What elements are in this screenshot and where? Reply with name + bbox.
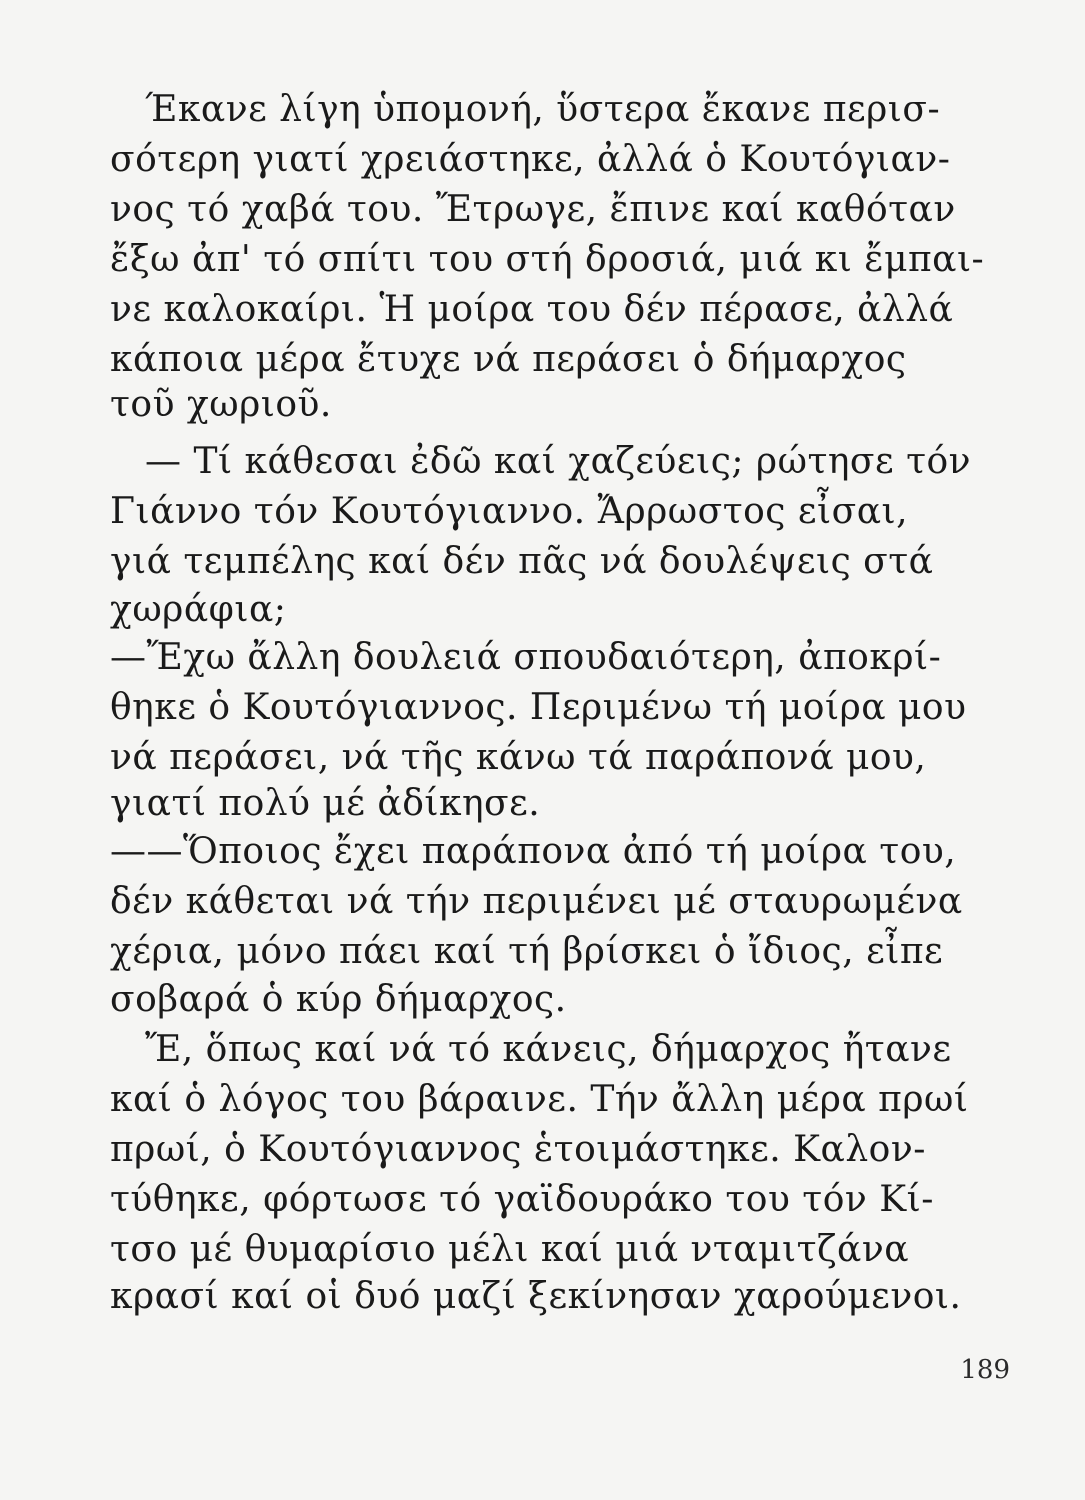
text-line: δέν κάθεται νά τήν περιμένει μέ σταυρωμένα xyxy=(110,881,963,922)
text-line: ——Ὅποιος ἔχει παράπονα ἀπό τή μοίρα του, xyxy=(110,831,957,872)
text-line: ἔξω ἀπ' τό σπίτι του στή δροσιά, μιά κι ἔμπαι- xyxy=(110,239,985,280)
text-line: γιατί πολύ μέ ἀδίκησε. xyxy=(110,783,541,824)
text-line: πρωί, ὁ Κουτόγιαννος ἑτοιμάστηκε. Καλον- xyxy=(110,1129,926,1170)
text-line: τύθηκε, φόρτωσε τό γαϊδουράκο του τόν Κί- xyxy=(110,1179,934,1220)
text-line: — Τί κάθεσαι ἐδῶ καί χαζεύεις; ρώτησε τόν xyxy=(145,441,972,482)
text-line: χωράφια; xyxy=(110,589,287,630)
text-line: σοβαρά ὁ κύρ δήμαρχος. xyxy=(110,979,567,1020)
text-line: σότερη γιατί χρειάστηκε, ἀλλά ὁ Κουτόγιαν- xyxy=(110,139,951,180)
page-number: 189 xyxy=(960,1355,1010,1385)
text-line: νε καλοκαίρι. Ἡ μοίρα του δέν πέρασε, ἀλλά xyxy=(110,289,954,330)
text-line: γιά τεμπέλης καί δέν πᾶς νά δουλέψεις στά xyxy=(110,541,934,582)
text-line: κάποια μέρα ἔτυχε νά περάσει ὁ δήμαρχος xyxy=(110,339,907,380)
text-line: νος τό χαβά του. Ἔτρωγε, ἔπινε καί καθόταν xyxy=(110,189,956,230)
text-line: κρασί καί οἱ δυό μαζί ξεκίνησαν χαρούμενοι. xyxy=(110,1276,962,1317)
text-line: νά περάσει, νά τῆς κάνω τά παράπονά μου, xyxy=(110,737,927,778)
text-line: χέρια, μόνο πάει καί τή βρίσκει ὁ ἴδιος, εἶπε xyxy=(110,931,944,972)
text-line: Γιάννο τόν Κουτόγιαννο. Ἄρρωστος εἶσαι, xyxy=(110,491,909,532)
text-line: Έκανε λίγη ὑπομονή, ὕστερα ἔκανε περισ- xyxy=(145,89,941,130)
text-line: καί ὁ λόγος του βάραινε. Τήν ἄλλη μέρα πρωί xyxy=(110,1079,969,1120)
text-line: Ἔ, ὅπως καί νά τό κάνεις, δήμαρχος ἤτανε xyxy=(145,1029,952,1070)
text-line: —Ἔχω ἄλλη δουλειά σπουδαιότερη, ἀποκρί- xyxy=(110,637,942,678)
text-line: θηκε ὁ Κουτόγιαννος. Περιμένω τή μοίρα μου xyxy=(110,687,967,728)
text-line: τοῦ χωριοῦ. xyxy=(110,384,332,425)
text-line: τσο μέ θυμαρίσιο μέλι καί μιά νταμιτζάνα xyxy=(110,1229,910,1270)
